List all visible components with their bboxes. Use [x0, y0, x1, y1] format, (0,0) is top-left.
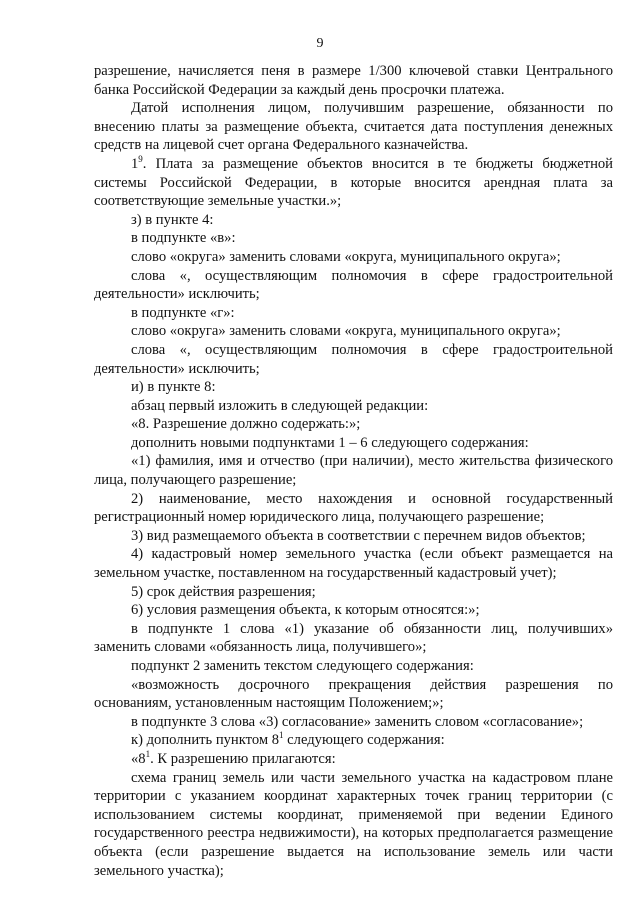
paragraph-text-continued: . К разрешению прилагаются:	[150, 750, 336, 767]
paragraph-text: Датой исполнения лицом, получившим разрешение, обязанности по внесению платы за размещение объекта, считается дата поступления денежных средств на лицевой счет органа Федерального казначейства.	[94, 100, 613, 154]
paragraph-text: 1	[131, 155, 139, 172]
paragraph	[94, 769, 613, 881]
paragraph	[94, 527, 613, 546]
paragraph	[94, 676, 613, 713]
paragraph	[94, 490, 613, 527]
paragraph	[94, 155, 613, 211]
paragraph	[94, 248, 613, 267]
paragraph-text: дополнить новыми подпунктами 1 – 6 следующего содержания:	[131, 434, 529, 451]
paragraph	[94, 713, 613, 732]
paragraph	[94, 267, 613, 304]
paragraph-text: в подпункте «г»:	[131, 304, 235, 321]
paragraph-text: 6) условия размещения объекта, к которым относятся:»;	[131, 602, 480, 619]
paragraph-text: слово «округа» заменить словами «округа, муниципального округа»;	[131, 323, 561, 340]
paragraph-text: к) дополнить пунктом 8	[131, 732, 280, 749]
paragraph	[94, 397, 613, 416]
paragraph	[94, 452, 613, 489]
paragraph-text-continued: . Плата за размещение объектов вносится в те бюджеты бюджетной системы Российской Федерации, в которые вносится арендная плата за соответствующие земельные участки.»;	[94, 155, 613, 210]
paragraph	[94, 434, 613, 453]
paragraph	[94, 750, 613, 769]
paragraph-text: слова «, осуществляющим полномочия в сфере градостроительной деятельности» исключить;	[94, 267, 613, 303]
paragraph-text: разрешение, начисляется пеня в размере 1/300 ключевой ставки Центрального банка Российской Федерации за каждый день просрочки платежа.	[94, 63, 613, 98]
superscript-index: 1	[145, 748, 151, 759]
paragraph-text: 3) вид размещаемого объекта в соответствии с перечнем видов объектов;	[131, 527, 586, 544]
paragraph-text: «возможность досрочного прекращения действия разрешения по основаниям, установленным настоящим Положением;»;	[94, 676, 613, 712]
paragraph-text: в подпункте «в»:	[131, 230, 236, 247]
superscript-index: 9	[138, 153, 143, 164]
paragraph-text: и) в пункте 8:	[131, 379, 216, 396]
paragraph-text: слово «округа» заменить словами «округа, муниципального округа»;	[131, 248, 561, 265]
paragraph-text: з) в пункте 4:	[131, 211, 214, 228]
paragraph	[94, 211, 613, 230]
paragraph	[94, 62, 613, 99]
paragraph	[94, 657, 613, 676]
paragraph-text: подпункт 2 заменить текстом следующего содержания:	[131, 658, 474, 674]
paragraph	[94, 341, 613, 378]
paragraph-text: «8. Разрешение должно содержать:»;	[131, 416, 361, 433]
paragraph	[94, 601, 613, 620]
paragraph-text: в подпункте 3 слова «3) согласование» заменить словом «согласование»;	[131, 713, 584, 730]
page-number: 9	[316, 36, 324, 51]
paragraph	[94, 583, 613, 602]
paragraph-text: схема границ земель или части земельного участка на кадастровом плане территории с указанием координат характерных точек границ территории (с использованием системы координат, применяемой при ведении Единого государственного реестра недвижимости), на которых предполагается размещение объекта (если разрешение выдается на использование земель или части земельного участка);	[94, 769, 613, 879]
document-body	[94, 62, 613, 880]
paragraph	[94, 378, 613, 397]
paragraph	[94, 620, 613, 657]
paragraph-text-continued: следующего содержания:	[283, 732, 445, 749]
superscript-index: 1	[279, 730, 284, 741]
paragraph	[94, 304, 613, 323]
paragraph-text: 5) срок действия разрешения;	[131, 583, 316, 600]
paragraph	[94, 99, 613, 155]
paragraph-text: 4) кадастровый номер земельного участка (если объект размещается на земельном участке, поставленном на государственный кадастровый учет);	[94, 546, 613, 582]
paragraph-text: «8	[131, 750, 146, 767]
paragraph-text: «1) фамилия, имя и отчество (при наличии), место жительства физического лица, получающего разрешение;	[94, 453, 613, 489]
paragraph	[94, 731, 613, 750]
paragraph-text: в подпункте 1 слова «1) указание об обязанности лиц, получивших» заменить словами «обязанность лица, получившего»;	[94, 620, 613, 656]
paragraph	[94, 322, 613, 341]
paragraph	[94, 229, 613, 248]
paragraph-text: абзац первый изложить в следующей редакции:	[131, 397, 429, 414]
paragraph	[94, 415, 613, 434]
paragraph-text: слова «, осуществляющим полномочия в сфере градостроительной деятельности» исключить;	[94, 341, 613, 377]
paragraph-text: 2) наименование, место нахождения и основной государственный регистрационный номер юридического лица, получающего разрешение;	[94, 490, 613, 526]
paragraph	[94, 545, 613, 582]
